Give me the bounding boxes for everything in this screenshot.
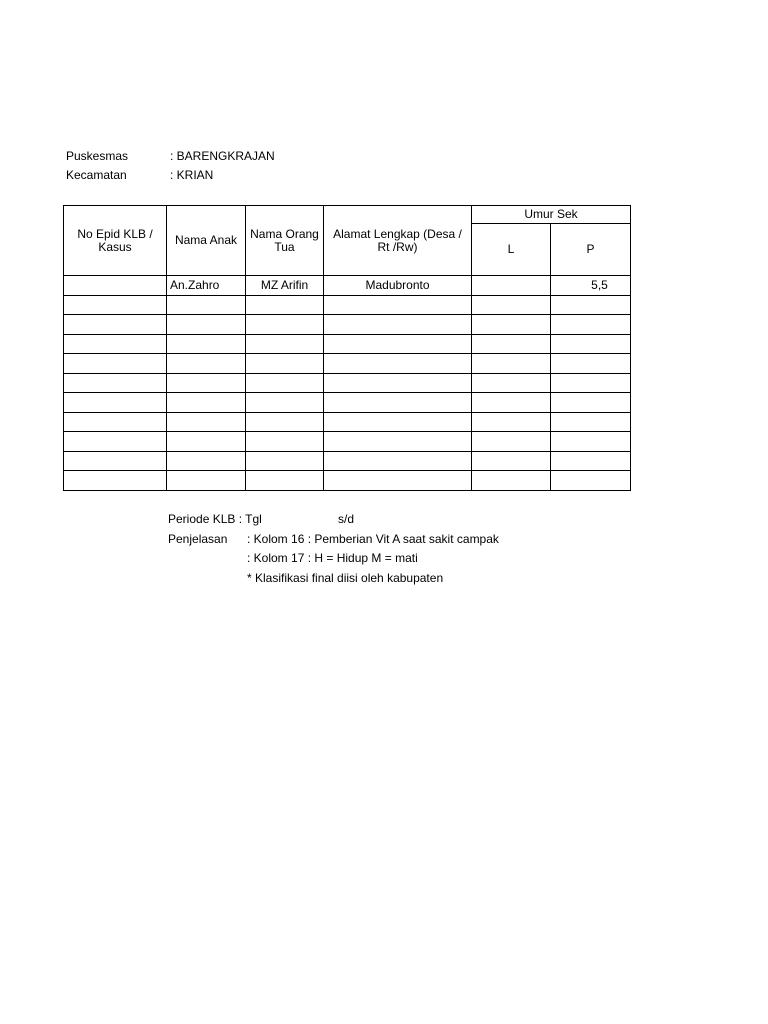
cell-nama-orang-tua: [246, 334, 324, 354]
table-row: [64, 432, 631, 452]
cell-p: [551, 412, 631, 432]
cell-no-epid: [64, 451, 167, 471]
note-kolom-16: : Kolom 16 : Pemberian Vit A saat sakit campak: [247, 532, 499, 546]
col-header-nama-anak: Nama Anak: [167, 206, 246, 276]
cell-p: [551, 373, 631, 393]
cell-nama-anak: [167, 432, 246, 452]
cell-p: [551, 471, 631, 491]
cell-p: [551, 432, 631, 452]
cell-no-epid: [64, 315, 167, 335]
cell-nama-anak: [167, 354, 246, 374]
cell-p: [551, 315, 631, 335]
cell-no-epid: [64, 276, 167, 296]
cell-l: [472, 373, 551, 393]
cell-nama-orang-tua: [246, 432, 324, 452]
note-kolom-17: : Kolom 17 : H = Hidup M = mati: [247, 551, 418, 565]
periode-label: Periode KLB : Tgl: [168, 512, 262, 526]
cell-alamat: [324, 432, 472, 452]
cell-nama-anak: [167, 315, 246, 335]
cell-alamat: Madubronto: [324, 276, 472, 296]
cell-no-epid: [64, 295, 167, 315]
col-header-p: P: [551, 224, 631, 276]
puskesmas-label: Puskesmas: [66, 149, 129, 163]
cell-alamat: [324, 451, 472, 471]
table-row: [64, 412, 631, 432]
cell-no-epid: [64, 334, 167, 354]
cell-nama-anak: An.Zahro: [167, 276, 246, 296]
cell-alamat: [324, 315, 472, 335]
cell-nama-anak: [167, 412, 246, 432]
cell-alamat: [324, 295, 472, 315]
table-row: [64, 295, 631, 315]
cell-nama-anak: [167, 471, 246, 491]
cell-nama-orang-tua: MZ Arifin: [246, 276, 324, 296]
kecamatan-label: Kecamatan: [66, 168, 127, 182]
cell-nama-orang-tua: [246, 354, 324, 374]
col-header-l: L: [472, 224, 551, 276]
table-row: [64, 276, 631, 296]
cell-alamat: [324, 393, 472, 413]
cell-nama-orang-tua: [246, 471, 324, 491]
penjelasan-label: Penjelasan: [168, 532, 228, 546]
col-header-no-epid: No Epid KLB / Kasus: [64, 206, 167, 276]
cell-l: [472, 334, 551, 354]
cell-p: [551, 393, 631, 413]
cell-l: [472, 451, 551, 471]
cell-alamat: [324, 471, 472, 491]
table-row: [64, 373, 631, 393]
cell-l: [472, 432, 551, 452]
col-header-alamat: Alamat Lengkap (Desa / Rt /Rw): [324, 206, 472, 276]
cell-nama-anak: [167, 393, 246, 413]
cell-p: [551, 451, 631, 471]
cell-nama-anak: [167, 373, 246, 393]
cell-l: [472, 393, 551, 413]
cell-p: 5,5: [551, 276, 631, 296]
cell-no-epid: [64, 471, 167, 491]
cell-alamat: [324, 373, 472, 393]
puskesmas-value: : BARENGKRAJAN: [170, 149, 275, 163]
cell-no-epid: [64, 432, 167, 452]
cell-l: [472, 412, 551, 432]
table-row: [64, 315, 631, 335]
cell-l: [472, 315, 551, 335]
cell-p: [551, 295, 631, 315]
cell-l: [472, 354, 551, 374]
cell-l: [472, 471, 551, 491]
cell-alamat: [324, 334, 472, 354]
kecamatan-value: : KRIAN: [170, 168, 214, 182]
cell-nama-anak: [167, 451, 246, 471]
table-row: [64, 334, 631, 354]
col-header-umur-sek: Umur Sek: [472, 206, 631, 224]
col-header-nama-orang-tua: Nama Orang Tua: [246, 206, 324, 276]
table-row: [64, 471, 631, 491]
cell-alamat: [324, 412, 472, 432]
cell-nama-orang-tua: [246, 412, 324, 432]
cell-nama-anak: [167, 295, 246, 315]
cell-no-epid: [64, 373, 167, 393]
klb-case-table: [63, 205, 631, 491]
cell-l: [472, 295, 551, 315]
cell-p: [551, 334, 631, 354]
cell-nama-orang-tua: [246, 315, 324, 335]
cell-nama-orang-tua: [246, 295, 324, 315]
cell-no-epid: [64, 412, 167, 432]
table-row: [64, 393, 631, 413]
note-klasifikasi: * Klasifikasi final diisi oleh kabupaten: [247, 571, 444, 585]
cell-nama-orang-tua: [246, 451, 324, 471]
periode-sd: s/d: [338, 512, 355, 526]
cell-no-epid: [64, 354, 167, 374]
cell-p: [551, 354, 631, 374]
cell-alamat: [324, 354, 472, 374]
cell-nama-anak: [167, 334, 246, 354]
cell-nama-orang-tua: [246, 393, 324, 413]
table-row: [64, 354, 631, 374]
cell-no-epid: [64, 393, 167, 413]
cell-nama-orang-tua: [246, 373, 324, 393]
cell-l: [472, 276, 551, 296]
table-row: [64, 451, 631, 471]
